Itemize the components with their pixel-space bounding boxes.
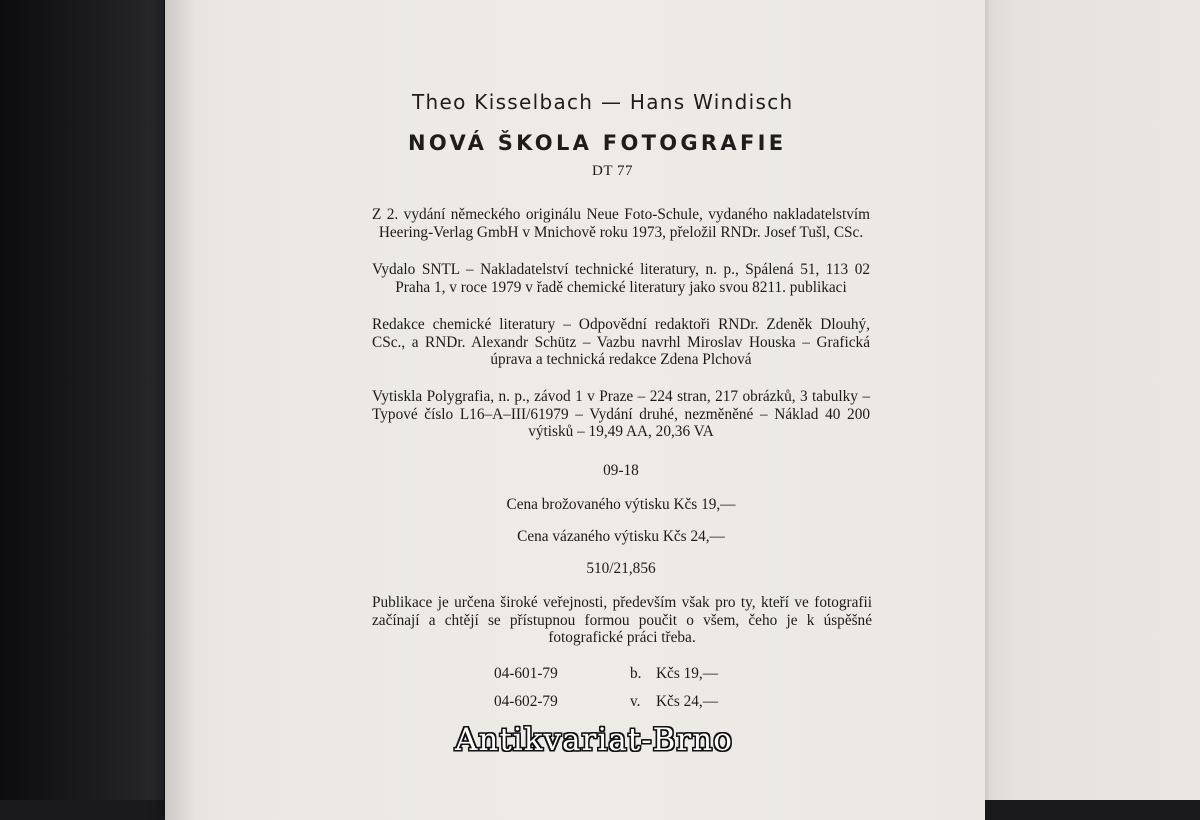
series-code: DT 77 xyxy=(592,163,633,179)
order-price: Kčs 24,— xyxy=(656,693,719,710)
order-code: 04-602-79 xyxy=(494,693,558,710)
order-price: Kčs 19,— xyxy=(656,665,719,682)
price-hardback: Cena vázaného výtisku Kčs 24,— xyxy=(517,528,725,545)
watermark: Antikvariat-Brno xyxy=(455,722,733,758)
dark-background xyxy=(0,0,170,800)
price-paperback: Cena brožovaného výtisku Kčs 19,— xyxy=(506,496,736,513)
code-09-18: 09-18 xyxy=(603,462,639,479)
editorial-paragraph: Redakce chemické literatury – Odpovědní redaktoři RNDr. Zdeněk Dlouhý, CSc., a RNDr. Alexandr Schütz – Vazbu navrhl Miroslav Houska – Grafická úprava a technická redakce Zdena Plchová xyxy=(372,316,870,368)
book-title: NOVÁ ŠKOLA FOTOGRAFIE xyxy=(408,131,787,155)
order-code: 04-601-79 xyxy=(494,665,558,682)
audience-note: Publikace je určena široké veřejnosti, především však pro ty, kteří ve fotografii začínají a chtějí se přístupnou formou poučit o všem, čeho je k úspěšné fotografické práci třeba. xyxy=(372,594,872,646)
printing-paragraph: Vytiskla Polygrafia, n. p., závod 1 v Praze – 224 stran, 217 obrázků, 3 tabulky – Typové číslo L16–A–III/61979 – Vydání druhé, nezměněné – Náklad 40 200 výtisků – 19,49 AA, 20,36 VA xyxy=(372,388,870,440)
translation-paragraph: Z 2. vydání německého originálu Neue Foto-Schule, vydaného nakladatelstvím Heering-Verlag GmbH v Mnichově roku 1973, přeložil RNDr. Josef Tušl, CSc. xyxy=(372,206,870,241)
facing-page xyxy=(960,0,1200,800)
publisher-paragraph: Vydalo SNTL – Nakladatelství technické literatury, n. p., Spálená 51, 113 02 Praha 1, v roce 1979 v řadě chemické literatury jako svou 8211. publikaci xyxy=(372,261,870,296)
authors-line: Theo Kisselbach — Hans Windisch xyxy=(412,90,794,114)
order-type: v. xyxy=(630,693,641,710)
order-type: b. xyxy=(630,665,642,682)
catalog-number: 510/21,856 xyxy=(586,560,656,577)
